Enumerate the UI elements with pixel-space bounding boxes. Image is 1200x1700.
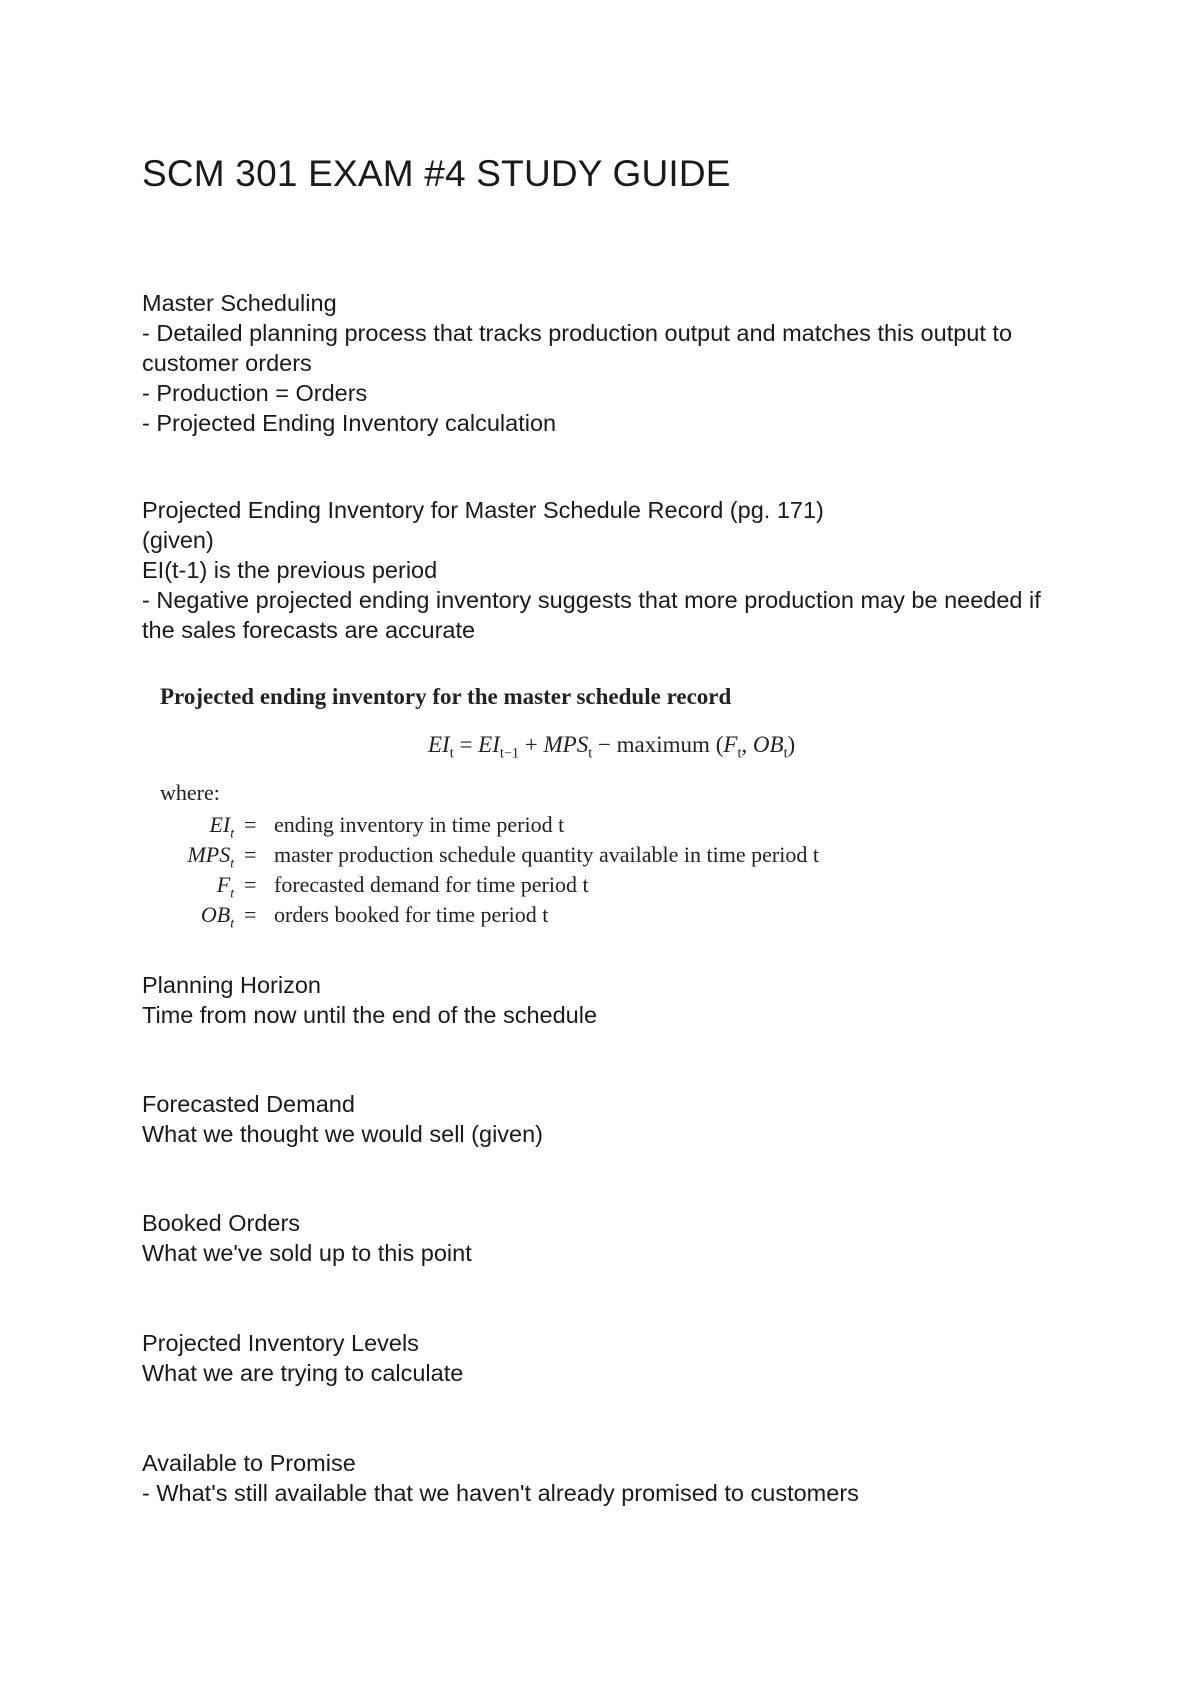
page-title: SCM 301 EXAM #4 STUDY GUIDE <box>142 153 731 194</box>
eq-paren-close: ) <box>787 732 796 757</box>
section-line: customer orders <box>142 350 312 376</box>
eq-lhs-sub: t <box>449 745 454 762</box>
definition-text: ending inventory in time period t <box>274 812 565 837</box>
definition-text: master production schedule quantity available in time period t <box>274 842 819 867</box>
formula-where-label: where: <box>160 780 220 805</box>
section-available-to-promise <box>142 1448 1082 1508</box>
section-line: - What's still available that we haven't already promised to customers <box>142 1480 859 1506</box>
section-line: the sales forecasts are accurate <box>142 617 476 643</box>
section-booked-orders <box>142 1208 1082 1268</box>
section-heading: Projected Inventory Levels <box>142 1330 419 1356</box>
section-line: - Detailed planning process that tracks production output and matches this output to <box>142 320 1013 346</box>
section-line: EI(t-1) is the previous period <box>142 557 438 583</box>
section-projected-ending-inventory <box>142 495 1082 645</box>
section-projected-inventory-levels <box>142 1328 1082 1388</box>
eq-term1: EI <box>478 732 500 757</box>
eq-term2-sub: t <box>588 745 593 762</box>
definition-symbol: $EI_t$ <box>209 812 234 841</box>
eq-func: maximum <box>616 732 710 757</box>
definition-text: forecasted demand for time period t <box>274 872 589 897</box>
definition-equals: = <box>244 812 257 837</box>
eq-equals: = <box>459 732 473 757</box>
section-line: What we thought we would sell (given) <box>142 1121 544 1147</box>
eq-plus: + <box>524 732 538 757</box>
section-heading: Master Scheduling <box>142 290 337 316</box>
eq-lhs: EI <box>428 732 450 757</box>
eq-term2: MPS <box>543 732 589 757</box>
eq-arg1: F <box>723 732 738 757</box>
eq-minus: − <box>597 732 611 757</box>
section-heading: Available to Promise <box>142 1450 356 1476</box>
definition-symbol: $F_t$ <box>216 872 234 901</box>
definition-text: orders booked for time period t <box>274 902 549 927</box>
section-line: Time from now until the end of the schedule <box>142 1002 598 1028</box>
section-line: - Production = Orders <box>142 380 368 406</box>
section-line: What we've sold up to this point <box>142 1240 472 1266</box>
formula-equation <box>428 732 795 763</box>
eq-comma: , <box>741 732 748 757</box>
section-line: (given) <box>142 527 214 553</box>
definition-equals: = <box>244 842 257 867</box>
eq-paren-open: ( <box>715 732 724 757</box>
definition-equals: = <box>244 872 257 897</box>
eq-term1-sub: t−1 <box>499 745 520 762</box>
section-heading: Booked Orders <box>142 1210 301 1236</box>
formula-title: Projected ending inventory for the master schedule record <box>160 684 732 709</box>
section-line: - Projected Ending Inventory calculation <box>142 410 557 436</box>
section-forecasted-demand <box>142 1089 1082 1149</box>
section-master-scheduling <box>142 288 1082 438</box>
section-heading: Forecasted Demand <box>142 1091 355 1117</box>
section-planning-horizon <box>142 970 1082 1030</box>
eq-arg2: OB <box>752 732 784 757</box>
definition-symbol: $MPS_t$ <box>187 842 234 871</box>
eq-arg1-sub: t <box>737 745 742 762</box>
section-line: - Negative projected ending inventory suggests that more production may be needed if <box>142 587 1041 613</box>
section-heading: Projected Ending Inventory for Master Schedule Record (pg. 171) <box>142 497 824 523</box>
section-line: What we are trying to calculate <box>142 1360 464 1386</box>
definition-equals: = <box>244 902 257 927</box>
formula-figure <box>160 680 880 930</box>
definition-symbol: $OB_t$ <box>200 902 234 931</box>
section-heading: Planning Horizon <box>142 972 321 998</box>
eq-arg2-sub: t <box>783 745 788 762</box>
